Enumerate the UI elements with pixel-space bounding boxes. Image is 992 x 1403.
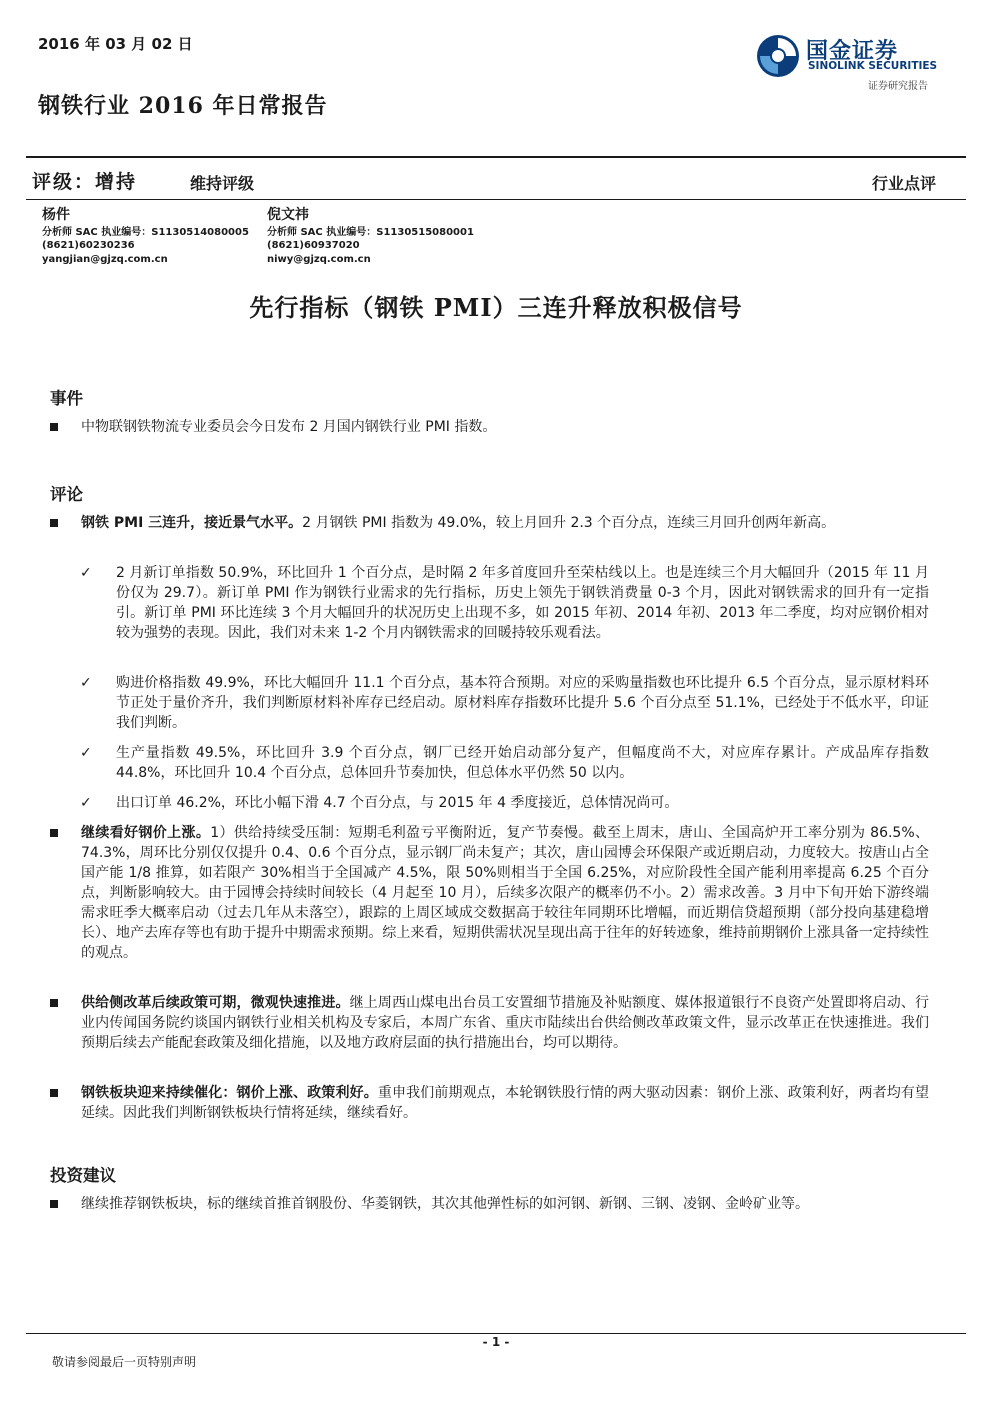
analyst-phone: (8621)60230236	[42, 240, 135, 251]
bullet-square-icon	[50, 999, 58, 1007]
analyst-email: yangjian@gjzq.com.cn	[42, 253, 168, 265]
checkmark-icon: ✓	[80, 795, 92, 811]
section-title-comment: 评论	[50, 485, 83, 504]
bullet-square-icon	[50, 1089, 58, 1097]
analyst-name: 倪文祎	[267, 207, 309, 223]
analyst-name: 杨件	[42, 207, 70, 223]
page-number: - 1 -	[482, 1335, 510, 1349]
analyst-card	[42, 209, 249, 266]
analyst-phone: (8621)60937020	[267, 240, 360, 251]
comment-paragraph-1-lead: 钢铁 PMI 三连升，接近景气水平。	[81, 515, 303, 531]
bullet-square-icon	[50, 423, 58, 431]
analyst-sac: 分析师 SAC 执业编号：S1130514080005	[42, 226, 249, 238]
event-item: 中物联钢铁物流专业委员会今日发布 2 月国内钢铁行业 PMI 指数。	[81, 419, 497, 435]
comment-paragraph-2-text: 1）供给持续受压制：短期毛利盈亏平衡附近，复产节奏慢。截至上周末，唐山、全国高炉开工率分别为 86.5%、74.3%，周环比分别仅仅提升 0.4、0.6 个百分点，显示钢厂尚未复产；其次，唐山园博会环保限产或近期启动，力度较大。按唐山占全国产能 1/8 推算，如若限产 30%相当于全国减产 4.5%，限 50%则相当于全国 6.25%，对应阶段性全国产能利用率提高 6.25 个百分点，判断影响较大。由于园博会持续时间较长（4 月起至 10 月），后续多次限产的概率仍不小。2）需求改善。3 月中下旬开始下游终端需求旺季大概率启动（过去几年从未落空），跟踪的上周区域成交数据高于较往年同期环比增幅，而近期信贷超预期（部分投向基建稳增长）、地产去库存等也有助于提升中期需求预期。综上来看，短期供需状况呈现出高于往年的好转迹象，维持前期钢价上涨具备一定持续性的观点。	[81, 825, 929, 961]
analyst-sac: 分析师 SAC 执业编号：S1130515080001	[267, 226, 474, 238]
comment-subpoint: 购进价格指数 49.9%，环比大幅回升 11.1 个百分点，基本符合预期。对应的采购量指数也环比提升 6.5 个百分点，显示原材料环节正处于量价齐升，我们判断原材料补库存已经启动。原材料库存指数环比提升 5.6 个百分点至 51.1%，已经处于不低水平，印证我们判断。	[116, 675, 929, 731]
divider	[26, 156, 966, 158]
comment-subpoint: 生产量指数 49.5%，环比回升 3.9 个百分点，钢厂已经开始启动部分复产，但幅度尚不大，对应库存累计。产成品库存指数 44.8%，环比回升 10.4 个百分点，总体回升节奏加快，但总体水平仍然 50 以内。	[116, 745, 929, 781]
logo-subtitle: 证券研究报告	[868, 81, 928, 92]
comment-paragraph-4-lead: 钢铁板块迎来持续催化：钢价上涨、政策利好。	[81, 1085, 378, 1101]
report-date: 2016 年 03 月 02 日	[38, 35, 193, 53]
comment-subpoint: 出口订单 46.2%，环比小幅下滑 4.7 个百分点，与 2015 年 4 季度接近，总体情况尚可。	[116, 795, 679, 811]
report-title: 钢铁行业 2016 年日常报告	[38, 93, 328, 119]
footer-divider	[26, 1333, 966, 1334]
divider	[26, 199, 966, 200]
section-title-advice: 投资建议	[50, 1166, 116, 1185]
checkmark-icon: ✓	[80, 675, 92, 691]
bullet-square-icon	[50, 1200, 58, 1208]
comment-paragraph-3-text: 继上周西山煤电出台员工安置细节措施及补贴额度、媒体报道银行不良资产处置即将启动、行业内传闻国务院约谈国内钢铁行业相关机构及专家后，本周广东省、重庆市陆续出台供给侧改革政策文件，显示改革正在快速推进。我们预期后续去产能配套政策及细化措施，以及地方政府层面的执行措施出台，均可以期待。	[81, 995, 929, 1051]
logo-english-name: SINOLINK SECURITIES	[808, 60, 938, 72]
rating-label: 评级：增持	[32, 171, 138, 193]
report-type: 行业点评	[871, 174, 936, 193]
comment-paragraph-2-lead: 继续看好钢价上涨。	[81, 825, 211, 841]
section-title-event: 事件	[50, 389, 83, 408]
company-logo	[756, 32, 946, 92]
bullet-square-icon	[50, 519, 58, 527]
comment-paragraph-2	[81, 823, 929, 963]
comment-subpoint: 2 月新订单指数 50.9%，环比回升 1 个百分点，是时隔 2 年多首度回升至荣枯线以上。也是连续三个月大幅回升（2015 年 11 月份仅为 29.7）。新订单 PMI 作为钢铁行业需求的先行指标，历史上领先于钢铁消费量 0-3 个月，因此对钢铁需求的回升有一定指引。新订单 PMI 环比连续 3 个月大幅回升的状况历史上出现不多，如 2015 年初、2014 年初、2013 年二季度，均对应钢价相对较为强势的表现。因此，我们对未来 1-2 个月内钢铁需求的回暖持较乐观看法。	[116, 565, 929, 641]
checkmark-icon: ✓	[80, 565, 92, 581]
logo-chinese-name: 国金证券	[806, 39, 899, 64]
comment-paragraph-4-text: 重申我们前期观点，本轮钢铁股行情的两大驱动因素：钢价上涨、政策利好，两者均有望延续。因此我们判断钢铁板块行情将延续，继续看好。	[81, 1085, 930, 1121]
comment-paragraph-1	[81, 513, 929, 533]
analyst-email: niwy@gjzq.com.cn	[267, 253, 371, 265]
analyst-card	[267, 209, 474, 266]
rating-change: 维持评级	[190, 174, 255, 193]
bullet-square-icon	[50, 829, 58, 837]
comment-paragraph-3-lead: 供给侧改革后续政策可期，微观快速推进。	[81, 995, 350, 1011]
comment-paragraph-4	[81, 1083, 929, 1123]
disclaimer-note: 敬请参阅最后一页特别声明	[52, 1355, 197, 1369]
checkmark-icon: ✓	[80, 745, 92, 761]
comment-paragraph-3	[81, 993, 929, 1053]
advice-item: 继续推荐钢铁板块，标的继续首推首钢股份、华菱钢铁，其次其他弹性标的如河钢、新钢、三钢、凌钢、金岭矿业等。	[81, 1196, 809, 1212]
sinolink-logo-icon	[756, 34, 800, 78]
comment-paragraph-1-text: 2 月钢铁 PMI 指数为 49.0%，较上月回升 2.3 个百分点，连续三月回升创两年新高。	[302, 515, 836, 531]
headline: 先行指标（钢铁 PMI）三连升释放积极信号	[249, 293, 743, 322]
